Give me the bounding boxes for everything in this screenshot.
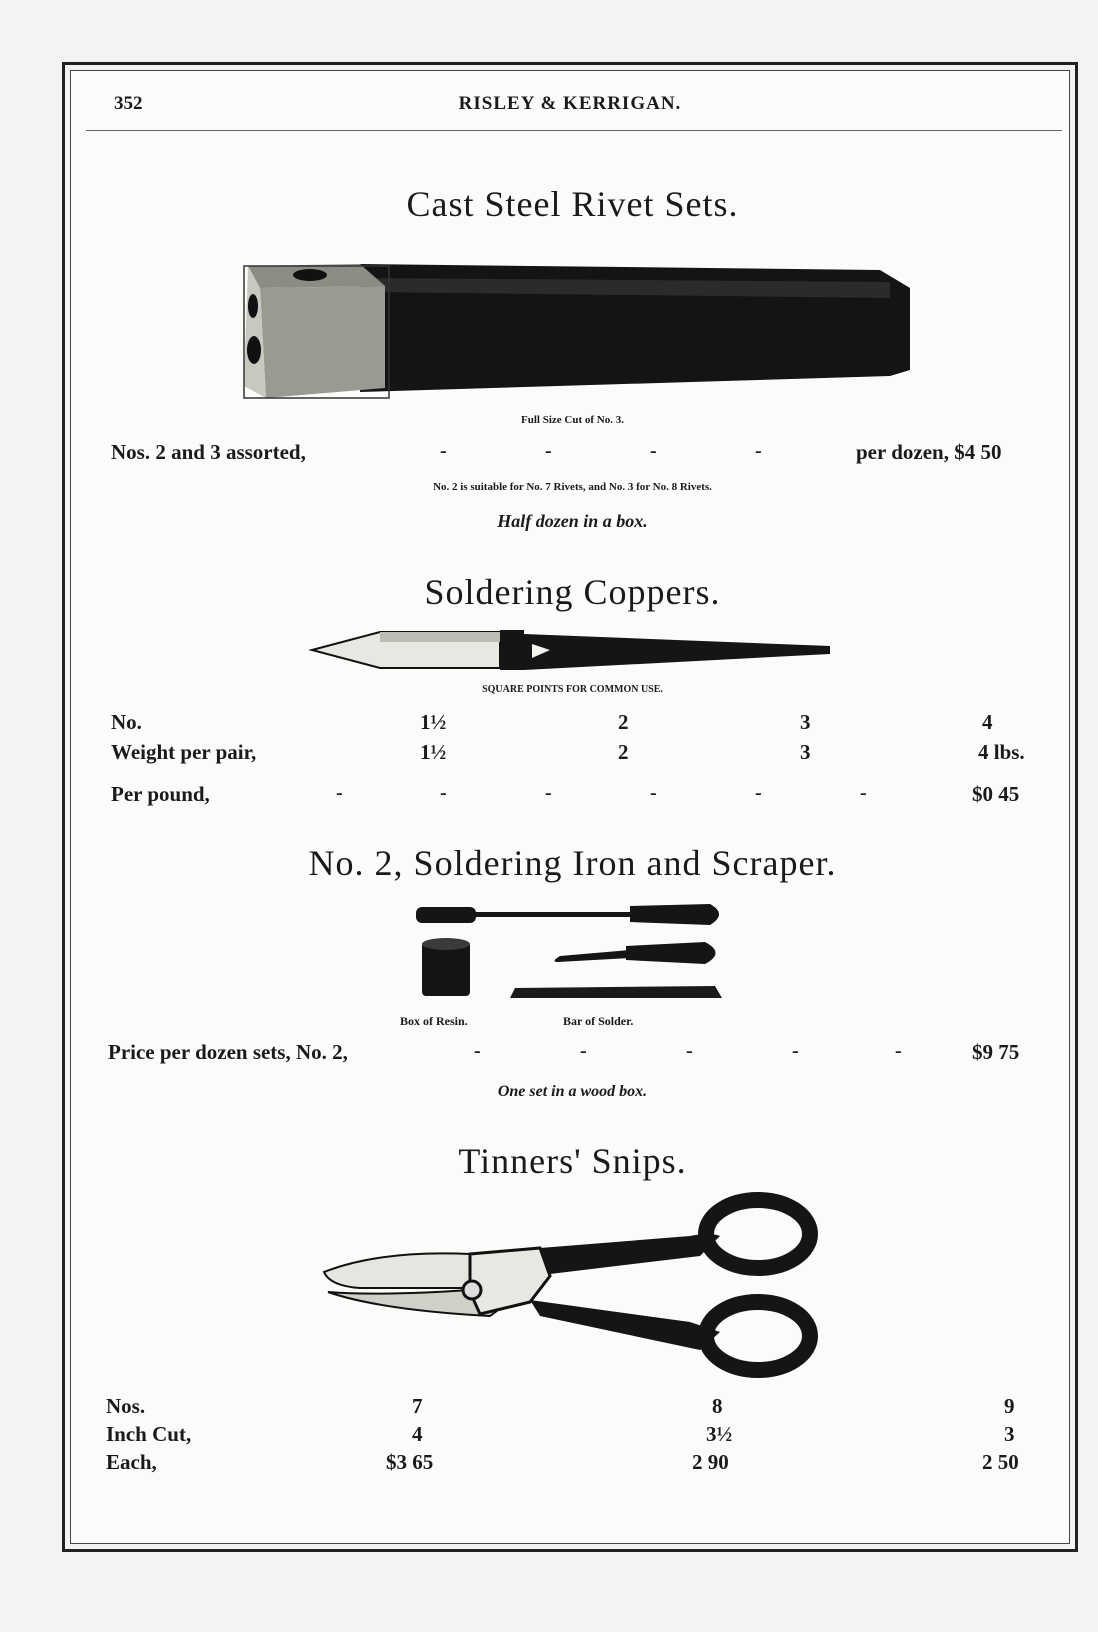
leader-dash: - (650, 440, 657, 462)
tinners-snips-title: Tinners' Snips. (458, 1141, 687, 1181)
coppers-per-pound-price: $0 45 (972, 782, 1020, 806)
leader-dash: - (755, 440, 762, 462)
leader-dash: - (580, 1040, 587, 1062)
rivet-sets-title: Cast Steel Rivet Sets. (406, 184, 739, 224)
rivet-set-illustration (240, 258, 920, 408)
snips-inch-cut-value: 4 (412, 1422, 423, 1446)
snips-each-value: $3 65 (386, 1450, 434, 1474)
coppers-no-value: 2 (618, 710, 629, 734)
rivet-sets-packing: Half dozen in a box. (497, 511, 648, 531)
coppers-weight-value: 3 (800, 740, 811, 764)
soldering-iron-price: $9 75 (972, 1040, 1020, 1064)
coppers-weight-value: 4 lbs. (978, 740, 1025, 764)
leader-dash: - (860, 782, 867, 804)
leader-dash: - (650, 782, 657, 804)
leader-dash: - (440, 782, 447, 804)
snips-each-label: Each, (106, 1450, 157, 1474)
snips-each-value: 2 90 (692, 1450, 729, 1474)
coppers-weight-value: 1½ (420, 740, 447, 764)
snips-inch-cut-label: Inch Cut, (106, 1422, 192, 1446)
tinners-snips-illustration (320, 1192, 825, 1382)
snips-inch-cut-value: 3½ (706, 1422, 733, 1446)
coppers-weight-value: 2 (618, 740, 629, 764)
snips-no-value: 8 (712, 1394, 723, 1418)
leader-dash: - (895, 1040, 902, 1062)
snips-no-value: 7 (412, 1394, 423, 1418)
leader-dash: - (755, 782, 762, 804)
coppers-image-caption: SQUARE POINTS FOR COMMON USE. (482, 684, 663, 695)
caption-bar-of-solder: Bar of Solder. (563, 1014, 634, 1028)
leader-dash: - (474, 1040, 481, 1062)
rivet-sets-note: No. 2 is suitable for No. 7 Rivets, and No. 3 for No. 8 Rivets. (433, 481, 712, 493)
coppers-per-pound-label: Per pound, (111, 782, 210, 806)
caption-box-of-resin: Box of Resin. (400, 1014, 468, 1028)
leader-dash: - (792, 1040, 799, 1062)
leader-dash: - (336, 782, 343, 804)
soldering-iron-title: No. 2, Soldering Iron and Scraper. (308, 843, 837, 883)
soldering-copper-illustration (310, 626, 835, 674)
leader-dash: - (686, 1040, 693, 1062)
coppers-no-value: 3 (800, 710, 811, 734)
snips-inch-cut-value: 3 (1004, 1422, 1015, 1446)
rivet-image-caption: Full Size Cut of No. 3. (521, 414, 624, 426)
coppers-weight-label: Weight per pair, (111, 740, 257, 764)
page-number: 352 (114, 93, 143, 114)
rivet-sets-label: Nos. 2 and 3 assorted, (111, 440, 306, 464)
coppers-no-label: No. (111, 710, 142, 734)
snips-each-value: 2 50 (982, 1450, 1019, 1474)
snips-nos-label: Nos. (106, 1394, 146, 1418)
coppers-no-value: 1½ (420, 710, 447, 734)
soldering-iron-packing: One set in a wood box. (497, 1083, 648, 1100)
soldering-iron-illustration (410, 898, 740, 1006)
leader-dash: - (545, 782, 552, 804)
rivet-sets-price: per dozen, $4 50 (856, 440, 1002, 464)
leader-dash: - (545, 440, 552, 462)
leader-dash: - (440, 440, 447, 462)
soldering-coppers-title: Soldering Coppers. (424, 572, 721, 612)
coppers-no-value: 4 (982, 710, 993, 734)
header-rule (86, 130, 1062, 131)
snips-no-value: 9 (1004, 1394, 1015, 1418)
running-head: RISLEY & KERRIGAN. (458, 93, 682, 114)
soldering-iron-label: Price per dozen sets, No. 2, (108, 1040, 348, 1064)
